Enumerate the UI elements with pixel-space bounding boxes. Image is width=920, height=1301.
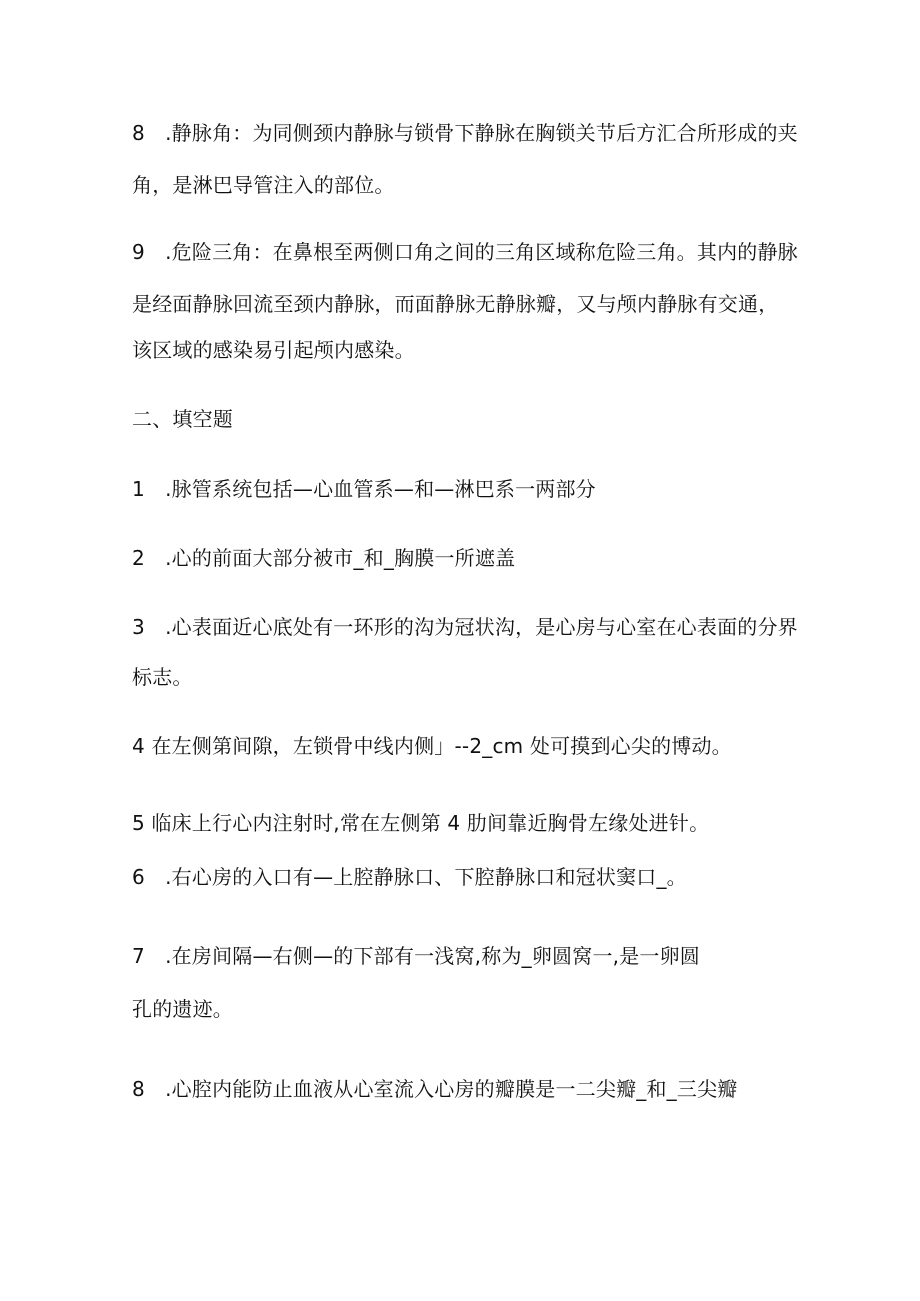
fill-blank-6: 6 .右心房的入口有—上腔静脉口、下腔静脉口和冠状窦口_。 [132, 865, 687, 889]
fill-blank-8: 8 .心腔内能防止血液从心室流入心房的瓣膜是一二尖瓣_和_三尖瓣 [132, 1077, 738, 1101]
fill-blank-7-line-2: 孔的遗迹。 [132, 997, 233, 1021]
fill-blank-3-line-2: 标志。 [132, 665, 193, 689]
definition-9-line-1: 9 .危险三角：在鼻根至两侧口角之间的三角区域称危险三角。其内的静脉 [132, 240, 798, 264]
fill-blank-7-line-1: 7 .在房间隔—右侧—的下部有一浅窝,称为_卵圆窝一,是一卵圆 [132, 944, 700, 968]
section-heading: 二、填空题 [132, 407, 233, 431]
fill-blank-2: 2 .心的前面大部分被市_和_胸膜一所遮盖 [132, 546, 516, 570]
definition-9-line-2: 是经面静脉回流至颈内静脉，而面静脉无静脉瓣，又与颅内静脉有交通， [132, 292, 779, 316]
definition-8-line-1: 8 .静脉角：为同侧颈内静脉与锁骨下静脉在胸锁关节后方汇合所形成的夹 [132, 121, 798, 145]
fill-blank-4: 4 在左侧第间隙，左锁骨中线内侧」--2_cm 处可摸到心尖的博动。 [132, 734, 732, 758]
fill-blank-1: 1 .脉管系统包括—心血管系—和—淋巴系一两部分 [132, 477, 596, 501]
fill-blank-5: 5 临床上行心内注射时,常在左侧第 4 肋间靠近胸骨左缘处进针。 [132, 811, 710, 835]
definition-9-line-3: 该区域的感染易引起颅内感染。 [132, 338, 415, 362]
definition-8-line-2: 角，是淋巴导管注入的部位。 [132, 173, 395, 197]
fill-blank-3-line-1: 3 .心表面近心底处有一环形的沟为冠状沟，是心房与心室在心表面的分界 [132, 615, 798, 639]
